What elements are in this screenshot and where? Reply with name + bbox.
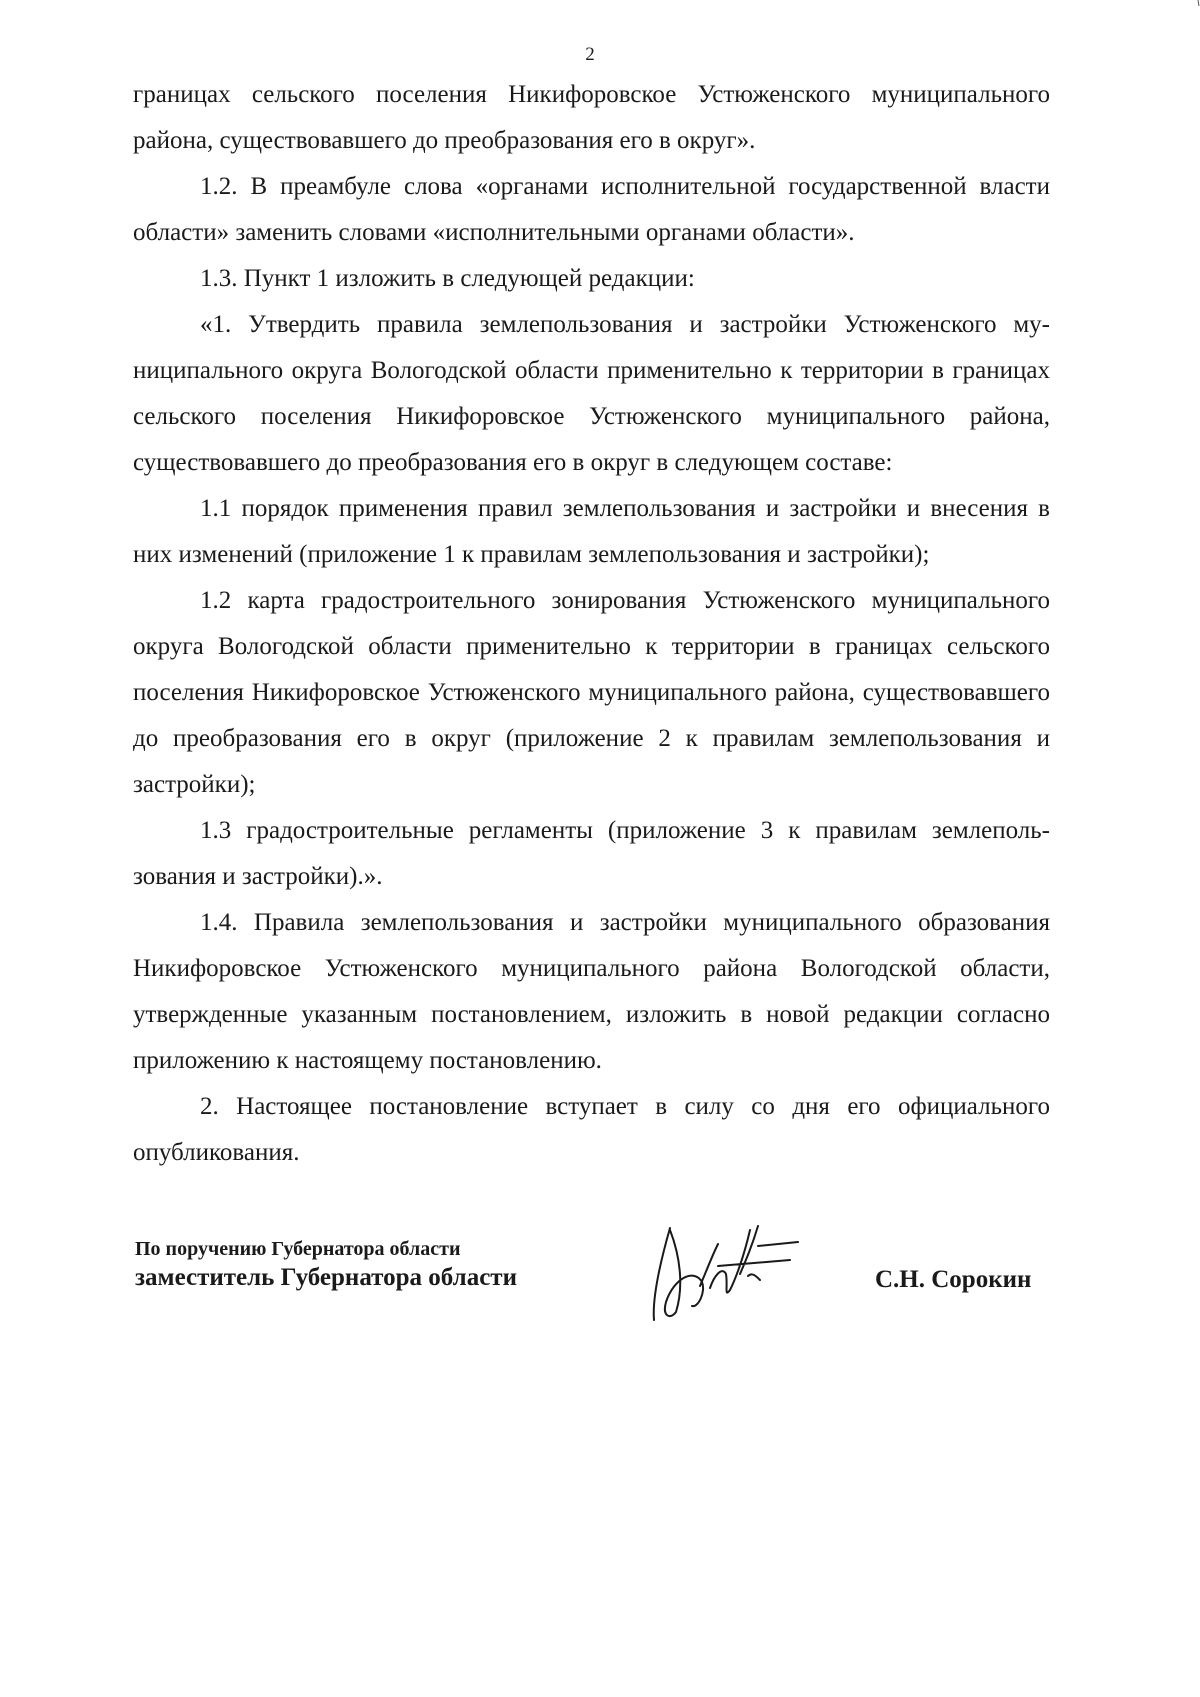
paragraph-1-2-map: 1.2 карта градостроительного зонирования Устюженского муниципального округа Вологодской области применительно к территории в границах сельского поселения Никифоровское Устюженского муниципального района, существовавшего до преобразования его в округ (приложение 2 к правилам землепользования и застройки); [133, 587, 1050, 798]
signature-caption [135, 1236, 517, 1294]
page-number: 2 [585, 44, 595, 65]
paragraph-quote-1: «1. Утвердить правила землепользования и застройки Устюженского муниципального округа Вологодской области применительно к территории в границах сельского поселения Никифоровское Устюженского муниципального района, существовавшего до преобразования его в округ в следующем составе: [133, 311, 1050, 476]
document-body [133, 72, 1050, 1176]
paragraph-1-3-regulations: 1.3 градостроительные регламенты (приложение 3 к правилам землепользования и застройки).». [133, 817, 1050, 890]
paragraph-2: 2. Настоящее постановление вступает в силу со дня его официального опубликования. [133, 1093, 1050, 1166]
paragraph-1-2: 1.2. В преамбуле слова «органами исполнительной государственной власти области» заменить словами «исполнительными органами области». [133, 173, 1050, 246]
signatory-name: С.Н. Сорокин [875, 1266, 1032, 1293]
handwritten-signature [640, 1216, 800, 1326]
paragraph-1-4: 1.4. Правила землепользования и застройки муниципального образования Никифоровское Устюженского муниципального района Вологодской области, утвержденные указанным постановлением, изложить в новой редакции согласно приложению к настоящему постановлению. [133, 909, 1050, 1074]
scan-edge-mark [1190, 0, 1200, 8]
paragraph-continuation: границах сельского поселения Никифоровское Устюженского муниципального района, существовавшего до преобразования его в округ». [133, 81, 1050, 154]
paragraph-1-3: 1.3. Пункт 1 изложить в следующей редакции: [200, 265, 695, 292]
signature-caption-line1: По поручению Губернатора области [135, 1238, 461, 1260]
paragraph-1-1: 1.1 порядок применения правил землепользования и застройки и внесения в них изменений (приложение 1 к правилам землепользования и застройки); [133, 495, 1050, 568]
signature-caption-line2: заместитель Губернатора области [135, 1264, 517, 1291]
